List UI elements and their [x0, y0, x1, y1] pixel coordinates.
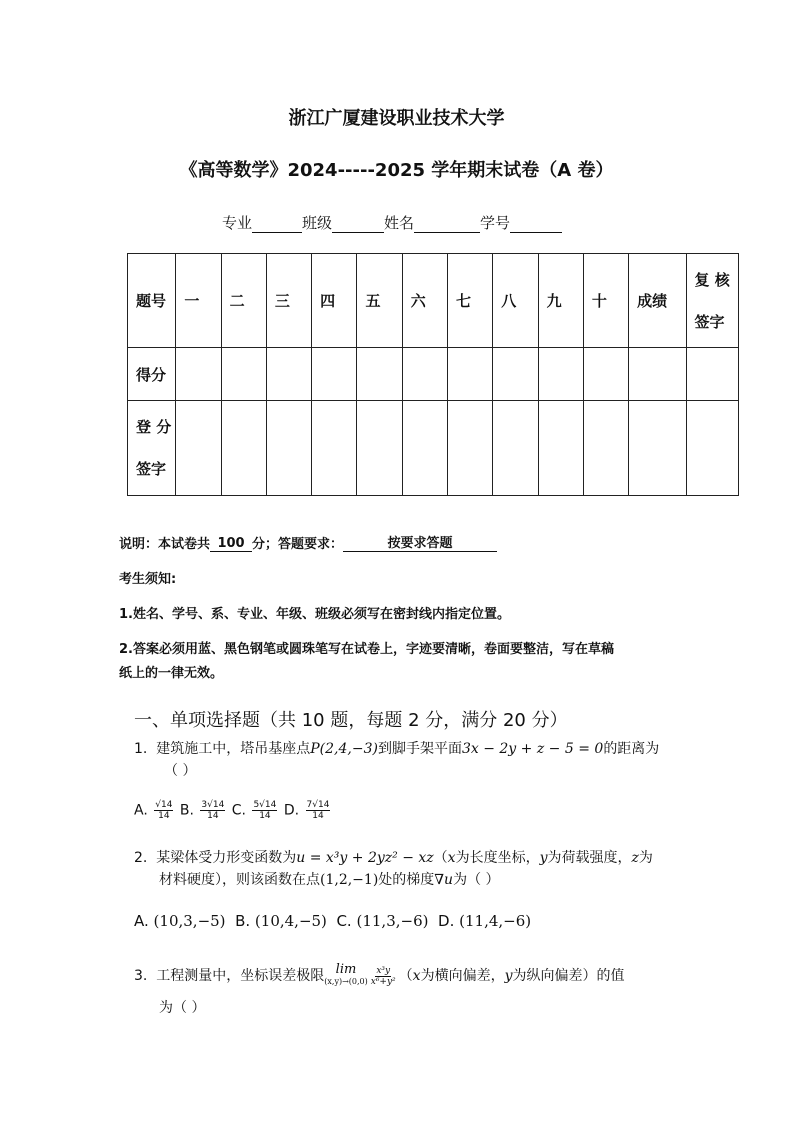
limit-subscript: (x,y)→(0,0) [324, 977, 368, 986]
option-b-label: B. [179, 802, 194, 819]
score-label: 得分 [128, 348, 176, 401]
score-cell[interactable] [312, 348, 357, 401]
question-text: 的距离为 [603, 741, 660, 757]
signature-cell[interactable] [686, 401, 739, 496]
question-number: 3. [134, 968, 148, 984]
register-label-line1: 登 分 [136, 418, 172, 436]
question-text: 材料硬度），则该函数在点 [159, 872, 320, 888]
col-header: 五 [357, 254, 402, 348]
fraction-denominator: x⁶+y² [370, 976, 396, 987]
variable-x: x [412, 968, 421, 984]
major-label: 专业 [222, 214, 253, 232]
review-label-line2: 签字 [694, 312, 725, 331]
score-cell[interactable] [266, 348, 311, 401]
option-a-label: A. [134, 802, 148, 819]
signature-cell[interactable] [493, 401, 538, 496]
point-expression: P(2,4,−3) [310, 741, 378, 757]
col-header: 九 [538, 254, 583, 348]
variable-y: y [504, 968, 513, 984]
fraction-numerator: 3√14 [201, 800, 225, 810]
name-label: 姓名 [384, 214, 415, 232]
option-a-value: (10,3,−5) [153, 912, 226, 930]
fraction-numerator: 7√14 [306, 800, 330, 810]
score-cell[interactable] [538, 348, 583, 401]
question-text: 工程测量中，坐标误差极限 [156, 968, 325, 984]
option-a-label: A. [134, 912, 149, 930]
score-cell[interactable] [176, 348, 221, 401]
question-number: 2. [134, 850, 148, 866]
question-3-line1 [134, 961, 625, 991]
register-signature-label [128, 401, 176, 496]
col-header: 三 [266, 254, 311, 348]
question-text: 某梁体受力形变函数为 [156, 850, 297, 866]
col-header: 六 [402, 254, 447, 348]
question-number-label: 题号 [128, 254, 176, 348]
option-c-value: (11,3,−6) [356, 912, 429, 930]
signature-cell[interactable] [629, 401, 686, 496]
score-cell[interactable] [583, 348, 628, 401]
name-blank[interactable] [414, 216, 480, 233]
option-d-value: (11,4,−6) [459, 912, 532, 930]
question-text: （ [398, 968, 413, 984]
option-c-label: C. [231, 802, 246, 819]
major-blank[interactable] [252, 216, 302, 233]
total-score: 100 [210, 536, 252, 552]
signature-cell[interactable] [402, 401, 447, 496]
question-text: 处的梯度 [378, 872, 435, 888]
exam-title: 《高等数学》2024-----2025 学年期末试卷（A 卷） [179, 160, 614, 181]
option-c-label: C. [336, 912, 352, 930]
signature-cell[interactable] [221, 401, 266, 496]
question-1-options [134, 800, 332, 821]
variable-z: z [631, 850, 639, 866]
question-text: 为长度坐标， [455, 850, 540, 866]
fraction-denominator: 14 [207, 811, 219, 821]
variable-y: y [539, 850, 548, 866]
signature-cell[interactable] [448, 401, 493, 496]
question-number: 1. [134, 741, 148, 757]
score-cell[interactable] [448, 348, 493, 401]
option-b-label: B. [235, 912, 251, 930]
question-3-line2: 为（ ） [159, 1000, 206, 1016]
question-text: 到脚手架平面 [377, 741, 462, 757]
gradient-symbol: ∇u [434, 872, 454, 888]
desc-mid: 分；答题要求： [252, 537, 344, 552]
score-cell[interactable] [402, 348, 447, 401]
class-blank[interactable] [332, 216, 384, 233]
question-text: 为纵向偏差）的值 [512, 968, 625, 984]
function-expression: u = x³y + 2yz² − xz [296, 850, 434, 866]
question-1-line1 [134, 738, 659, 760]
col-header: 十 [583, 254, 628, 348]
score-cell[interactable] [629, 348, 686, 401]
option-c-fraction [252, 800, 277, 821]
section-title: 一、单项选择题（共 10 题，每题 2 分，满分 20 分） [134, 710, 568, 731]
question-text: 为横向偏差， [420, 968, 505, 984]
review-label-line1: 复 核 [694, 270, 730, 289]
col-header: 七 [448, 254, 493, 348]
option-d-label: D. [283, 802, 300, 819]
fraction-denominator: 14 [259, 811, 271, 821]
option-a-fraction [154, 800, 173, 821]
fraction-numerator: 5√14 [253, 800, 277, 810]
fraction-denominator: 14 [312, 811, 324, 821]
score-cell[interactable] [686, 348, 739, 401]
signature-cell[interactable] [357, 401, 402, 496]
score-cell[interactable] [221, 348, 266, 401]
col-header-total: 成绩 [629, 254, 686, 348]
student-id-blank[interactable] [510, 216, 562, 233]
answer-requirement: 按要求答题 [343, 536, 497, 552]
limit-word: lim [335, 962, 357, 977]
fraction-denominator: 14 [158, 811, 170, 821]
signature-cell[interactable] [312, 401, 357, 496]
score-cell[interactable] [357, 348, 402, 401]
signature-cell[interactable] [176, 401, 221, 496]
plane-equation: 3x − 2y + z − 5 = 0 [461, 741, 604, 757]
limit-expression [324, 964, 367, 988]
notice-2-line2: 纸上的一律无效。 [119, 666, 224, 681]
option-d-label: D. [438, 912, 455, 930]
review-signature-header [686, 254, 739, 348]
desc-prefix: 说明：本试卷共 [119, 537, 211, 552]
col-header: 二 [221, 254, 266, 348]
option-d-fraction [306, 800, 331, 821]
col-header: 八 [493, 254, 538, 348]
student-id-label: 学号 [480, 214, 511, 232]
exam-description [119, 533, 497, 552]
col-header: 一 [176, 254, 221, 348]
question-text: （ [433, 850, 448, 866]
variable-x: x [447, 850, 456, 866]
question-2-line2 [159, 869, 500, 891]
register-signature-row [128, 401, 739, 496]
question-number-row [128, 254, 739, 348]
fraction-numerator: x³y [376, 965, 391, 976]
school-name: 浙江广厦建设职业技术大学 [288, 108, 505, 129]
score-cell[interactable] [493, 348, 538, 401]
score-row [128, 348, 739, 401]
question-2-options [134, 912, 531, 930]
register-label-line2: 签字 [136, 460, 167, 478]
notice-2-line1: 2.答案必须用蓝、黑色钢笔或圆珠笔写在试卷上，字迹要清晰，卷面要整洁，写在草稿 [119, 642, 614, 657]
signature-cell[interactable] [583, 401, 628, 496]
question-2-line1 [134, 847, 653, 869]
limit-fraction [370, 966, 397, 987]
question-text: 为荷载强度， [547, 850, 632, 866]
fraction-numerator: √14 [155, 800, 173, 810]
signature-cell[interactable] [266, 401, 311, 496]
signature-cell[interactable] [538, 401, 583, 496]
notice-title: 考生须知: [119, 572, 177, 587]
question-text: 建筑施工中，塔吊基座点 [156, 741, 311, 757]
answer-blank: （ ） [164, 763, 197, 779]
option-b-value: (10,4,−5) [254, 912, 327, 930]
class-label: 班级 [302, 214, 333, 232]
point-expression: (1,2,−1) [320, 872, 379, 888]
col-header: 四 [312, 254, 357, 348]
student-info-line [222, 212, 562, 233]
question-text: 为（ ） [453, 872, 500, 888]
option-b-fraction [200, 800, 225, 821]
question-text: 为 [638, 850, 653, 866]
notice-1: 1.姓名、学号、系、专业、年级、班级必须写在密封线内指定位置。 [119, 607, 510, 622]
score-table [127, 253, 739, 496]
